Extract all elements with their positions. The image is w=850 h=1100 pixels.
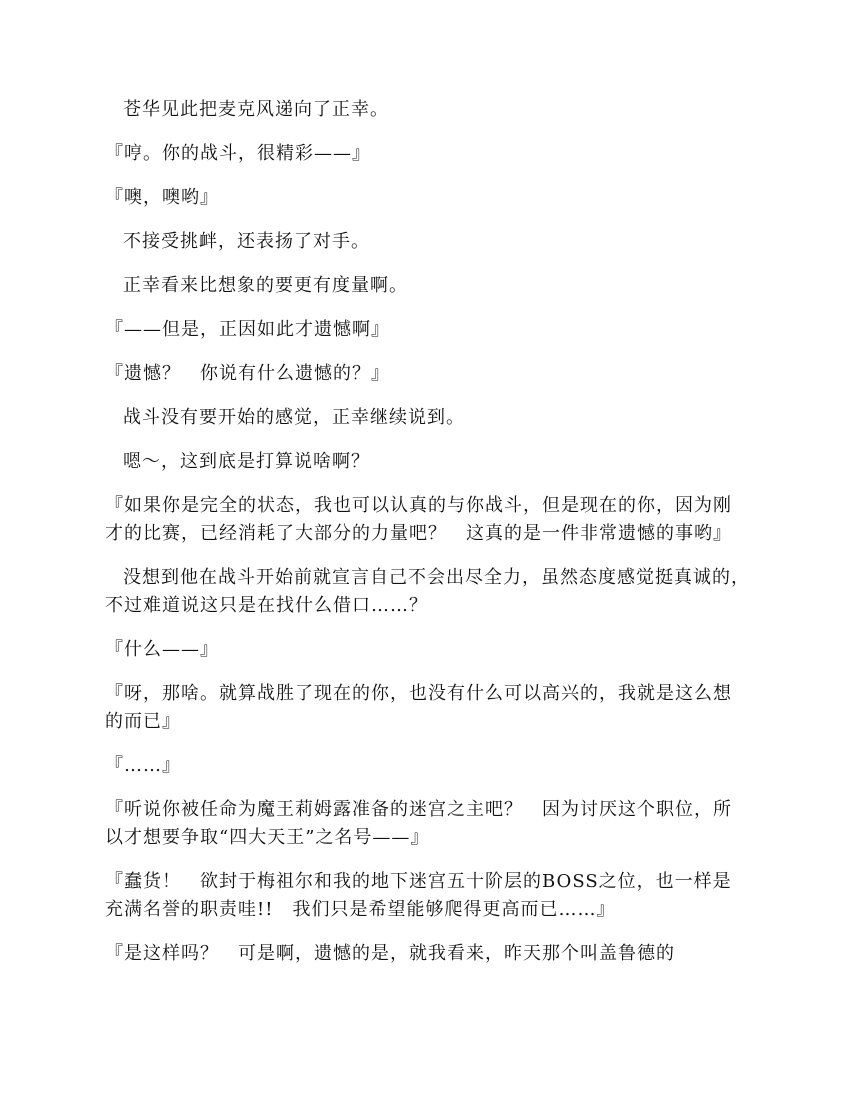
dialogue-paragraph: 『哼。你的战斗，很精彩——』 (105, 143, 371, 164)
narration-paragraph: 战斗没有要开始的感觉，正幸继续说到。 (123, 407, 465, 428)
dialogue-paragraph: 『——但是，正因如此才遗憾啊』 (105, 319, 390, 340)
dialogue-paragraph: 『如果你是完全的状态，我也可以认真的与你战斗，但是现在的你，因为刚才的比赛，已经消耗了大部分的力量吧？ 这真的是一件非常遗憾的事哟』 (105, 495, 732, 544)
dialogue-paragraph: 『蠢货！ 欲封于梅祖尔和我的地下迷宫五十阶层的BOSS之位，也一样是充满名誉的职责哇!! 我们只是希望能够爬得更高而已……』 (105, 871, 732, 920)
dialogue-paragraph: 『什么——』 (105, 639, 219, 660)
dialogue-paragraph: 『是这样吗？ 可是啊，遗憾的是，就我看来，昨天那个叫盖鲁德的 (105, 943, 675, 964)
narration-paragraph: 不接受挑衅，还表扬了对手。 (123, 231, 370, 252)
dialogue-paragraph: 『呀，那啥。就算战胜了现在的你，也没有什么可以高兴的，我就是这么想的而已』 (105, 683, 732, 732)
dialogue-paragraph: 『遗憾？ 你说有什么遗憾的？』 (105, 363, 390, 384)
dialogue-paragraph: 『噢，噢哟』 (105, 187, 219, 208)
narration-paragraph: 苍华见此把麦克风递向了正幸。 (123, 99, 389, 120)
narration-paragraph: 没想到他在战斗开始前就宣言自己不会出尽全力，虽然态度感觉挺真诚的，不过难道说这只是在找什么借口……？ (105, 567, 750, 616)
narration-paragraph: 嗯～，这到底是打算说啥啊？ (123, 451, 370, 472)
dialogue-paragraph: 『听说你被任命为魔王莉姆露准备的迷宫之主吧？ 因为讨厌这个职位，所以才想要争取“四大天王”之名号——』 (105, 799, 732, 848)
narration-paragraph: 正幸看来比想象的要更有度量啊。 (123, 275, 408, 296)
dialogue-paragraph: 『……』 (105, 755, 181, 776)
